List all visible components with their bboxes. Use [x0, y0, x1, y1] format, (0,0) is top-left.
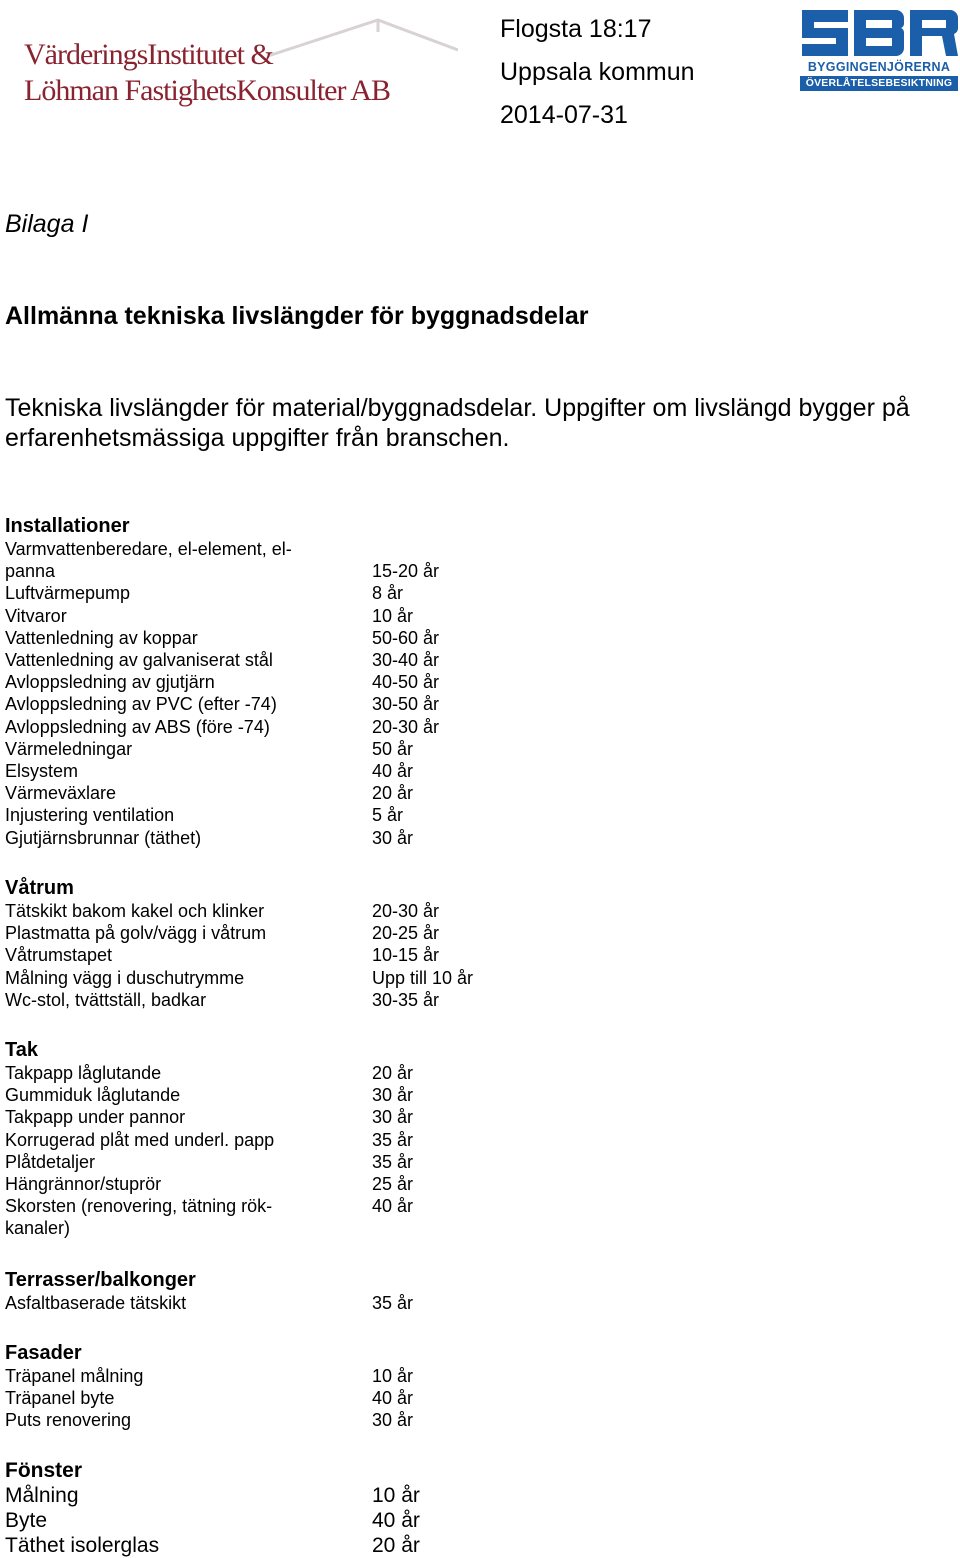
table-row — [5, 1508, 420, 1533]
lifespan-value: 20-30 år — [372, 901, 440, 921]
intro-paragraph: Tekniska livslängder för material/byggnadsdelar. Uppgifter om livslängd bygger på erfarenhetsmässiga uppgifter från branschen. — [5, 394, 910, 452]
lifespan-value: 25 år — [372, 1174, 414, 1195]
section-fonster — [5, 1458, 420, 1558]
municipality: Uppsala kommun — [500, 58, 695, 86]
logo-caption-2: ÖVERLÅTELSEBESIKTNING — [800, 76, 958, 91]
item-label: Våtrumstapet — [5, 945, 113, 966]
lifespan-value: 30-40 år — [372, 650, 440, 671]
table-row — [5, 1173, 414, 1195]
lifespan-value: 50 år — [372, 738, 414, 759]
section-tak — [5, 1038, 414, 1240]
item-label: Målning — [5, 1484, 79, 1507]
section-terrasser — [5, 1268, 414, 1314]
lifespan-value: 40 år — [372, 1388, 414, 1409]
item-label: Asfaltbaserade tätskikt — [5, 1293, 187, 1313]
table-row — [5, 1483, 420, 1508]
table-row — [5, 900, 440, 922]
table-row — [5, 989, 440, 1011]
table-row — [5, 627, 440, 649]
table-row — [5, 716, 440, 738]
lifespan-value: 20 år — [372, 1534, 420, 1557]
lifespan-value: 40 år — [372, 761, 414, 782]
section-vatrum — [5, 876, 474, 1011]
lifespan-value: 30 år — [372, 1085, 414, 1106]
table-row — [5, 538, 440, 582]
appendix-label: Bilaga I — [5, 210, 89, 238]
item-label: Puts renovering — [5, 1410, 132, 1431]
lifespan-value: 35 år — [372, 1129, 414, 1150]
table-row — [5, 1195, 414, 1239]
table-row — [5, 1533, 420, 1558]
table-row — [5, 1151, 414, 1173]
section-heading: Fönster — [5, 1459, 83, 1482]
item-label: Vitvaror — [5, 605, 67, 626]
item-label: Gummiduk låglutande — [5, 1085, 181, 1106]
table-row — [5, 1084, 414, 1106]
item-label: Korrugerad plåt med underl. papp — [5, 1129, 275, 1150]
item-label: Byte — [5, 1509, 48, 1532]
table-row — [5, 760, 414, 782]
table-row — [5, 649, 440, 671]
item-label: Vattenledning av galvaniserat stål — [5, 650, 273, 671]
property-designation: Flogsta 18:17 — [500, 15, 652, 43]
item-label: Takpapp under pannor — [5, 1107, 186, 1128]
table-row — [5, 582, 404, 604]
lifespan-value: 10 år — [372, 605, 414, 626]
item-label: Plastmatta på golv/vägg i våtrum — [5, 923, 267, 944]
lifespan-value: 35 år — [372, 1151, 414, 1172]
item-label: Tätskikt bakom kakel och klinker — [5, 901, 265, 921]
table-row — [5, 967, 474, 989]
lifespan-value: 10 år — [372, 1366, 414, 1386]
item-label: Träpanel byte — [5, 1388, 115, 1409]
sbr-letters-icon — [800, 6, 960, 60]
item-label: Skorsten (renovering, tätning rök-kanaler) — [5, 1196, 273, 1239]
item-label: Värmeväxlare — [5, 783, 117, 804]
item-label: Wc-stol, tvättställ, badkar — [5, 989, 207, 1010]
table-row — [5, 1292, 414, 1314]
lifespan-value: 30 år — [372, 827, 414, 848]
lifespan-value: 20-25 år — [372, 923, 440, 944]
lifespan-value: 40-50 år — [372, 672, 440, 693]
item-label: Träpanel målning — [5, 1366, 144, 1386]
table-row — [5, 922, 440, 944]
lifespan-value: 20-30 år — [372, 716, 440, 737]
lifespan-value: 35 år — [372, 1293, 414, 1313]
item-label: Vattenledning av koppar — [5, 627, 198, 648]
item-label: Plåtdetaljer — [5, 1151, 96, 1172]
table-row — [5, 1365, 414, 1387]
item-label: Avloppsledning av gjutjärn — [5, 672, 215, 693]
item-label: Varmvattenberedare, el-element, el-panna — [5, 539, 292, 582]
table-row — [5, 827, 414, 849]
item-label: Avloppsledning av PVC (efter -74) — [5, 694, 277, 715]
section-heading: Installationer — [5, 515, 130, 537]
logo-line-1: VärderingsInstitutet & — [24, 38, 273, 71]
lifespan-value: 15-20 år — [372, 561, 440, 582]
lifespan-value: 40 år — [372, 1196, 414, 1217]
lifespan-value: 20 år — [372, 1063, 414, 1083]
section-fasader — [5, 1341, 414, 1432]
table-row — [5, 1106, 414, 1128]
document-info — [500, 8, 695, 137]
lifespan-value: 30 år — [372, 1410, 414, 1431]
item-label: Täthet isolerglas — [5, 1534, 160, 1557]
table-row — [5, 1062, 414, 1084]
table-row — [5, 605, 414, 627]
lifespan-value: 8 år — [372, 583, 404, 604]
lifespan-value: 30-50 år — [372, 694, 440, 715]
lifespan-value: 30-35 år — [372, 989, 440, 1010]
section-heading: Fasader — [5, 1342, 82, 1364]
lifespan-value: 10-15 år — [372, 945, 440, 966]
table-row — [5, 1409, 414, 1431]
item-label: Avloppsledning av ABS (före -74) — [5, 716, 270, 737]
lifespan-value: 5 år — [372, 805, 404, 826]
sbr-logo — [800, 6, 960, 90]
table-row — [5, 1129, 414, 1151]
table-row — [5, 738, 414, 760]
item-label: Gjutjärnsbrunnar (täthet) — [5, 827, 202, 848]
lifespan-value: 50-60 år — [372, 627, 440, 648]
section-heading: Våtrum — [5, 877, 74, 899]
item-label: Hängrännor/stuprör — [5, 1174, 162, 1195]
logo-line-2: Löhman FastighetsKonsulter AB — [24, 74, 390, 107]
lifespan-value: 30 år — [372, 1107, 414, 1128]
table-row — [5, 804, 404, 826]
item-label: Takpapp låglutande — [5, 1063, 162, 1083]
lifespan-value: 10 år — [372, 1484, 420, 1507]
logo-caption-1: BYGGINGENJÖRERNA — [807, 60, 951, 74]
table-row — [5, 693, 440, 715]
item-label: Luftvärmepump — [5, 583, 131, 604]
section-installationer — [5, 514, 440, 849]
table-row — [5, 1387, 414, 1409]
item-label: Elsystem — [5, 761, 79, 782]
lifespan-value: 20 år — [372, 783, 414, 804]
section-heading: Terrasser/balkonger — [5, 1269, 196, 1291]
table-row — [5, 671, 440, 693]
lifespan-value: Upp till 10 år — [372, 967, 474, 988]
item-label: Målning vägg i duschutrymme — [5, 967, 245, 988]
document-date: 2014-07-31 — [500, 101, 628, 129]
page-title: Allmänna tekniska livslängder för byggnadsdelar — [5, 302, 589, 330]
section-heading: Tak — [5, 1039, 38, 1061]
table-row — [5, 782, 414, 804]
item-label: Injustering ventilation — [5, 805, 175, 826]
item-label: Värmeledningar — [5, 738, 133, 759]
company-logo — [18, 16, 458, 107]
table-row — [5, 944, 440, 966]
lifespan-value: 40 år — [372, 1509, 420, 1532]
